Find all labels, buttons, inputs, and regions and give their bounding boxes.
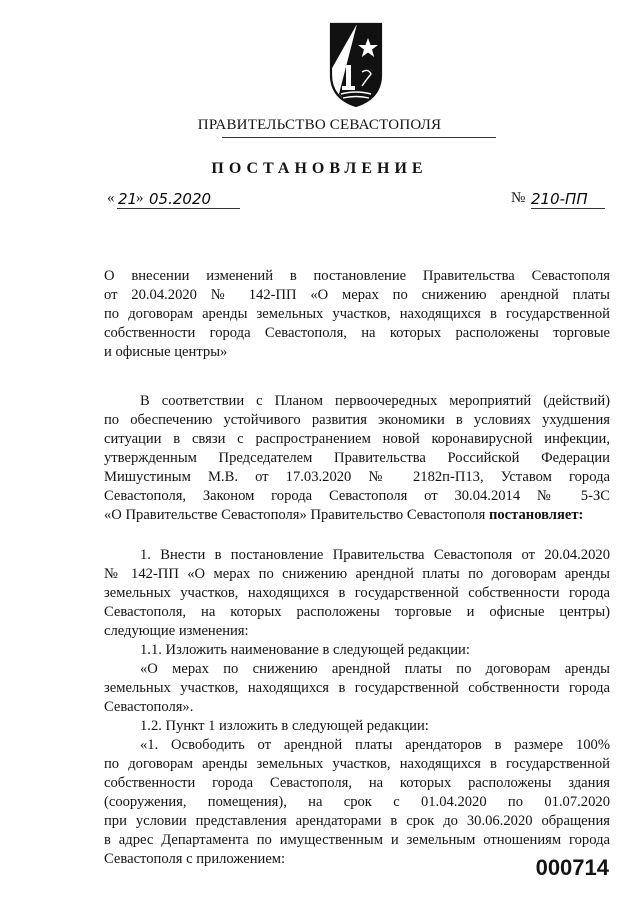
preamble-line: Мишустиным М.В. от 17.03.2020 № 2182п-П13, Уставом города [104,469,610,485]
body-line: собственности города Севастополя, на которых расположены здания [104,775,610,791]
preamble-line: Севастополя, Законом города Севастополя от 30.04.2014 № 5-ЗС [104,488,610,504]
subject-paragraph [104,267,610,362]
body-line: «О мерах по снижению арендной платы по договорам аренды [140,661,610,677]
body-line: Севастополя с приложением: [104,851,286,867]
body-line: № 142-ПП «О мерах по снижению арендной платы по договорам аренды [104,566,610,582]
coat-of-arms-icon [327,20,385,110]
resolution-body [104,546,610,869]
body-line: по договорам аренды земельных участков, находящихся в государственной [104,756,610,772]
open-quote: « [107,190,115,206]
organization-underline [222,137,496,138]
body-line: 1.2. Пункт 1 изложить в следующей редакции: [140,718,429,734]
body-line: 1. Внести в постановление Правительства Севастополя от 20.04.2020 [140,547,610,563]
document-number [511,190,611,212]
preamble-last-text: «О Правительстве Севастополя» Правительство Севастополя [104,507,486,523]
preamble-paragraph [104,392,610,525]
body-line: при условии представления арендаторами в срок до 30.06.2020 обращения [104,813,610,829]
date-underline [117,208,240,209]
number-underline [531,208,605,209]
date-month-year: 05.2020 [149,190,212,208]
preamble-line: утвержденным Председателем Правительства Российской Федерации [104,450,610,466]
body-line: 1.1. Изложить наименование в следующей редакции: [140,642,470,658]
subject-line: по договорам аренды земельных участков, находящихся в государственной [104,306,610,322]
resolves-keyword: постановляет: [488,507,584,523]
subject-line: собственности города Севастополя, на которых расположены торговые [104,325,610,341]
subject-line: и офисные центры» [104,344,228,360]
body-line: в адрес Департамента по имущественным и земельным отношениям города [104,832,610,848]
preamble-last-line [104,506,610,525]
close-quote: » [136,190,144,206]
preamble-line: В соответствии с Планом первоочередных мероприятий (действий) [140,393,610,409]
body-line: Севастополя, на которых расположены торговые и офисные центры) [104,604,610,620]
body-line: Севастополя». [104,699,194,715]
organization-name: ПРАВИТЕЛЬСТВО СЕВАСТОПОЛЯ [197,117,442,133]
body-line: (сооружения, помещения), на срок с 01.04.2020 по 01.07.2020 [104,794,610,810]
preamble-line: по обеспечению устойчивого развития экономики в условиях ухудшения [104,412,610,428]
subject-line: от 20.04.2020 № 142-ПП «О мерах по снижению арендной платы [104,287,610,303]
document-type-title: ПОСТАНОВЛЕНИЕ [211,160,428,177]
date-day: 21 [118,190,138,208]
subject-line: О внесении изменений в постановление Правительства Севастополя [104,268,610,284]
body-line: следующие изменения: [104,623,249,639]
serial-number: 000714 [535,855,609,880]
body-line: земельных участков, находящихся в государственной собственности города [104,680,610,696]
preamble-line: ситуации в связи с распространением новой коронавирусной инфекции, [104,431,610,447]
number-sign: № [511,190,526,206]
body-line: «1. Освободить от арендной платы арендаторов в размере 100% [140,737,610,753]
document-date [107,190,237,212]
body-line: земельных участков, находящихся в государственной собственности города [104,585,610,601]
number-value: 210-ПП [531,190,588,208]
